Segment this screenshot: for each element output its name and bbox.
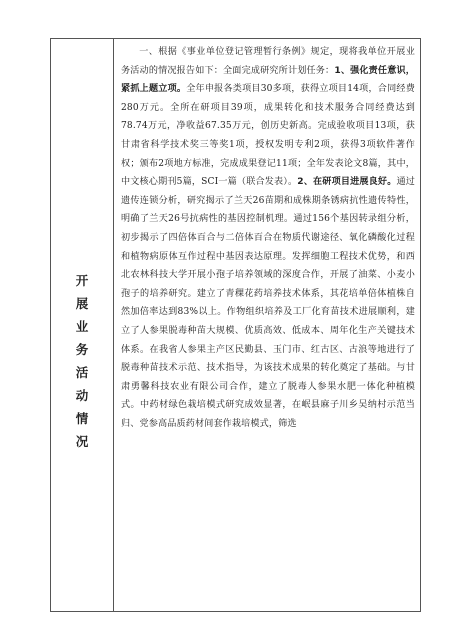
section-label-char: 展 (75, 296, 89, 311)
heading-1: 1、强化责任意识，紧抓上题立项。 (121, 65, 416, 95)
section-label-char: 况 (75, 434, 89, 449)
paragraph-1: 全年申报各类项目30多项，获得立项目14项，合同经费280万元。全所在研项目39项，成果转化和技术服务合同经费达到78.74万元，净收益67.35万元，创历史新高。完成验收项目13项，获甘肃省科学技术奖三等奖1项，授权发明专利2项，获得3项软件著作权；颁布2项地方标准，完成成果登记11项；全年发表论文8篇，其中，中文核心期刊5篇，SCI一篇（联合发表）。 (121, 84, 415, 188)
section-label-char: 活 (75, 365, 89, 380)
intro-text: 一、根据《事业单位登记管理暂行条例》规定，现将我单位开展业务活动的情况报告如下：全面完成研究所计划任务： (121, 47, 415, 76)
report-table (50, 38, 421, 612)
paragraph-2: 通过遗传连锁分析，研究揭示了兰天26苗期和成株期条锈病抗性遗传特性，明确了兰天26号抗病性的基因控制机理。通过156个基因转录组分析，初步揭示了四倍体百合与二倍体百合在物质代谢途径、氧化磷酸化过程和植物病原体互作过程中基因表达原理。发挥细胞工程技术优势，和西北农林科技大学开展小孢子培养领域的深度合作，开展了油菜、小麦小孢子的培养研究。建立了青稞花药培养技术体系，其花培单倍体植株自然加倍率达到83%以上。作物组织培养及工厂化育苗技术进展顺利，建立了人参果脱毒种苗大规模、优质高效、低成本、周年化生产关键技术体系。在我省人参果主产区民勤县、玉门市、红古区、古浪等地进行了脱毒种苗技术示范、技术指导，为该技术成果的转化奠定了基础。与甘肃勇馨科技农业有限公司合作，建立了脱毒人参果水肥一体化种植模式。中药材绿色栽培模式研究成效显著，在岷县麻子川乡吴纳村示范当归、党参高品质药材间套作栽培模式，筛选 (121, 177, 415, 429)
section-label-char: 务 (75, 342, 89, 357)
section-label-char: 动 (75, 388, 89, 403)
heading-2: 2、在研项目进展良好。 (297, 177, 397, 188)
column-divider (113, 39, 114, 611)
section-label-char: 业 (75, 319, 89, 334)
report-body (121, 43, 415, 433)
report-content-cell (121, 43, 415, 433)
section-label (51, 269, 113, 453)
section-label-char: 情 (75, 411, 89, 426)
section-label-char: 开 (75, 273, 89, 288)
section-label-cell (51, 39, 113, 611)
